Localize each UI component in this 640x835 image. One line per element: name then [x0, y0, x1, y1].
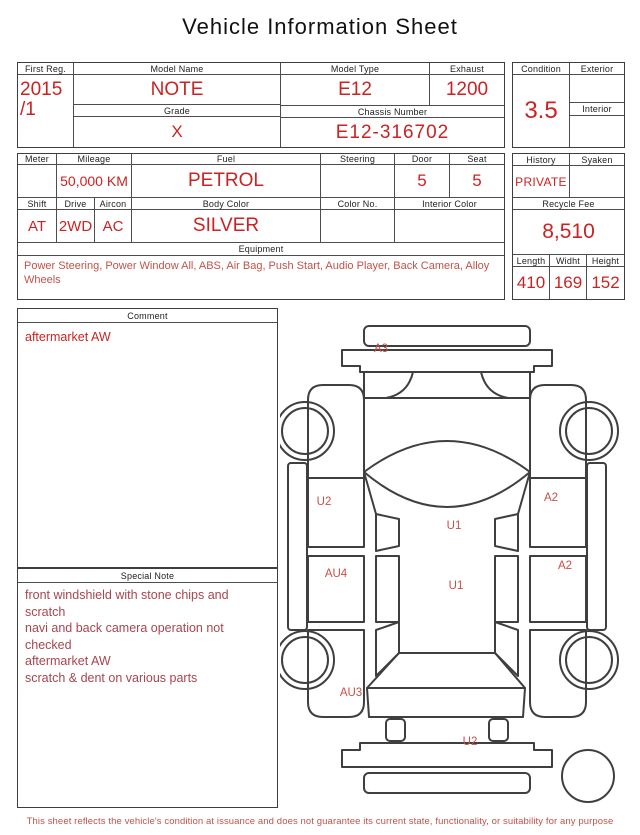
fuel-value: PETROL	[187, 170, 265, 191]
spare-tire	[562, 750, 614, 802]
meter-value	[18, 165, 56, 197]
exterior-label: Exterior	[570, 63, 624, 75]
damage-code-label: A2	[543, 492, 559, 504]
damage-code-label: U1	[448, 580, 464, 592]
grade-value: X	[171, 122, 183, 141]
first-reg-month: /1	[20, 98, 36, 120]
special-note-box	[17, 568, 278, 808]
exhaust-label: Exhaust	[430, 63, 504, 75]
history-label: History	[513, 154, 569, 166]
chassis-number-label: Chassis Number	[281, 106, 504, 118]
seat-label: Seat	[450, 154, 504, 165]
aircon-value: AC	[102, 217, 124, 235]
model-type-chassis-cell	[281, 63, 504, 147]
equipment-value: Power Steering, Power Window All, ABS, Air Bag, Push Start, Audio Player, Back Camera, Alloy Wheels	[24, 260, 490, 287]
spec-row-1	[18, 154, 504, 198]
wheels	[280, 402, 618, 689]
history-value: PRIVATE	[515, 174, 567, 189]
special-note-line: scratch & dent on various parts	[25, 670, 198, 685]
width-cell	[550, 255, 587, 299]
length-cell	[513, 255, 550, 299]
interior-color-cell	[395, 198, 504, 242]
aircon-cell	[95, 198, 132, 242]
recycle-fee-value: 8,510	[513, 210, 624, 255]
drive-label: Drive	[57, 198, 94, 210]
condition-label: Condition	[513, 63, 569, 75]
exterior-value	[570, 75, 624, 103]
height-cell	[587, 255, 624, 299]
door-cell	[395, 154, 450, 197]
car-damage-diagram	[280, 310, 640, 820]
special-note-line: navi and back camera operation not checked	[25, 621, 224, 652]
steering-label: Steering	[321, 154, 394, 165]
interior-color-label: Interior Color	[395, 198, 504, 210]
damage-code-label: U1	[446, 520, 462, 532]
shift-cell	[18, 198, 57, 242]
body-color-label: Body Color	[132, 198, 320, 210]
shift-value: AT	[27, 217, 47, 235]
model-name-label: Model Name	[74, 63, 280, 75]
door-label: Door	[395, 154, 449, 165]
page-title: Vehicle Information Sheet	[182, 14, 458, 39]
interior-value	[570, 116, 624, 147]
front-bumper	[342, 743, 552, 793]
interior-label: Interior	[570, 103, 624, 116]
model-type-exhaust-row	[281, 63, 504, 106]
shift-label: Shift	[18, 198, 56, 210]
syaken-cell	[570, 154, 624, 197]
comment-box	[17, 308, 278, 568]
special-note-line: front windshield with stone chips and scratch	[25, 588, 229, 619]
steering-value	[321, 165, 394, 197]
height-value: 152	[591, 273, 620, 292]
damage-code-label: AU3	[339, 687, 363, 699]
damage-code-label: U2	[316, 496, 332, 508]
aircon-label: Aircon	[95, 198, 131, 210]
damage-code-label: U2	[462, 736, 478, 748]
chassis-number-value: E12-316702	[335, 121, 450, 143]
length-value: 410	[516, 273, 546, 292]
car-diagram-svg	[280, 310, 640, 820]
damage-code-label: A2	[557, 560, 573, 572]
syaken-value	[570, 166, 624, 197]
width-label: Widht	[550, 255, 586, 267]
exhaust-value: 1200	[445, 79, 489, 100]
color-no-label: Color No.	[321, 198, 394, 210]
damage-code-label: A3	[373, 343, 389, 355]
body-color-value: SILVER	[192, 215, 260, 236]
mileage-value: 50,000 KM	[60, 173, 128, 189]
meter-label: Meter	[18, 154, 56, 165]
spec-table	[17, 153, 505, 300]
special-note-label: Special Note	[18, 569, 277, 583]
fuel-label: Fuel	[132, 154, 320, 165]
footer-disclaimer: This sheet reflects the vehicle's condition at issuance and does not guarantee its current state, functionality, or suitability for any purpose	[26, 816, 614, 827]
condition-value: 3.5	[524, 97, 558, 124]
equipment-label: Equipment	[18, 243, 504, 256]
special-note-line: aftermarket AW	[25, 654, 111, 668]
width-value: 169	[553, 273, 583, 292]
fuel-cell	[132, 154, 321, 197]
first-reg-value	[18, 75, 73, 147]
dimensions-row	[513, 255, 624, 299]
model-type-cell	[281, 63, 430, 105]
color-no-cell	[321, 198, 395, 242]
condition-box	[512, 62, 625, 148]
history-cell	[513, 154, 570, 197]
history-box	[512, 153, 625, 300]
drive-cell	[57, 198, 95, 242]
recycle-fee-label: Recycle Fee	[513, 198, 624, 210]
grade-label: Grade	[74, 105, 280, 117]
roof-and-cabin	[364, 398, 530, 676]
door-value: 5	[417, 171, 427, 190]
model-name-value: NOTE	[74, 75, 280, 105]
comment-text: aftermarket AW	[25, 330, 111, 344]
comment-label: Comment	[18, 309, 277, 323]
height-label: Height	[587, 255, 624, 267]
steering-cell	[321, 154, 395, 197]
exhaust-cell	[430, 63, 504, 105]
model-name-grade-cell	[74, 63, 281, 147]
seat-cell	[450, 154, 504, 197]
mileage-label: Mileage	[57, 154, 131, 165]
first-reg-label: First Reg.	[18, 63, 73, 75]
model-type-label: Model Type	[281, 63, 429, 75]
drive-value: 2WD	[58, 217, 93, 235]
color-no-value	[321, 210, 394, 242]
windshield-and-hood	[367, 653, 525, 741]
meter-cell	[18, 154, 57, 197]
history-syaken-row	[513, 154, 624, 198]
exterior-interior-cell	[570, 63, 624, 147]
first-reg-cell	[18, 63, 74, 147]
chassis-number-cell	[281, 106, 504, 147]
condition-cell	[513, 63, 570, 147]
seat-value: 5	[472, 171, 482, 190]
body-color-cell	[132, 198, 321, 242]
damage-code-label: AU4	[324, 568, 348, 580]
rear-window	[364, 372, 530, 398]
mileage-cell	[57, 154, 132, 197]
special-note-text	[18, 583, 277, 807]
model-type-value: E12	[338, 79, 372, 100]
spec-row-2	[18, 198, 504, 243]
syaken-label: Syaken	[570, 154, 624, 166]
interior-color-value	[395, 210, 504, 242]
first-reg-year: 2015	[20, 79, 63, 100]
length-label: Length	[513, 255, 549, 267]
vehicle-info-table	[17, 62, 505, 148]
